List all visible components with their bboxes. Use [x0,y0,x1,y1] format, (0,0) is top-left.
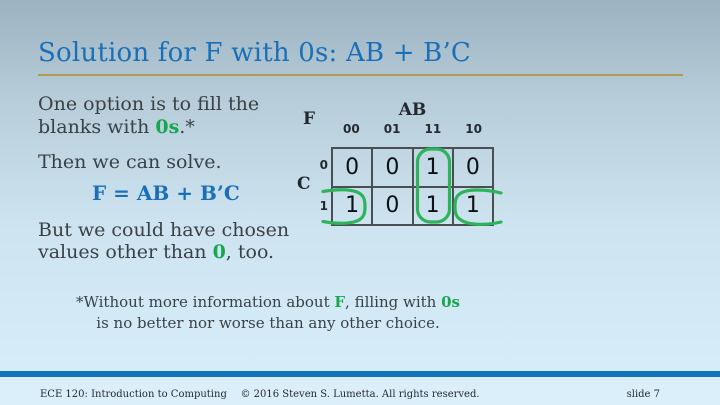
body-text: , too. [225,241,275,263]
kmap-column-header: 01 [383,122,401,136]
kmap-cell: 1 [453,187,493,226]
body-line-2 [38,116,195,138]
footer-copyright: © 2016 Steven S. Lumetta. All rights reserved. [240,389,480,400]
body-text: .* [179,116,195,138]
footnote-text: , filling with [345,293,442,311]
kmap-cell: 1 [413,187,453,226]
body-line-5 [38,241,274,263]
karnaugh-map [297,98,512,232]
footer [0,377,720,405]
highlight-F: F [334,293,346,311]
kmap-cell: 1 [413,148,453,187]
kmap-column-headers [331,122,494,136]
body-text: blanks with [38,116,156,138]
body-text: But we could have chosen [38,219,290,241]
footnote-line-2 [38,313,498,334]
footnote-text: is no better nor worse than any other choice. [96,314,440,332]
body-text: values other than [38,241,213,263]
solution-equation: F = AB + B’C [92,181,240,205]
footer-slide-number: slide 7 [626,389,660,400]
slide-title: Solution for F with 0s: AB + B’C [38,38,472,68]
footnote-text: *Without more information about [75,293,335,311]
footnote [38,292,498,334]
kmap-grid [331,147,494,226]
body-text: Then we can solve. [38,151,222,173]
kmap-column-group-label: AB [398,100,427,120]
kmap-function-label: F [303,109,316,129]
kmap-cell: 0 [332,148,372,187]
kmap-cell: 0 [372,148,412,187]
footnote-line-1 [38,292,498,313]
body-line-1 [38,93,259,115]
kmap-cell: 0 [372,187,412,226]
body-line-3 [38,151,222,173]
highlight-0s: 0s [441,293,460,311]
body-text: One option is to fill the [38,93,260,115]
kmap-column-header: 10 [465,122,482,136]
highlight-0s: 0s [155,116,180,138]
footer-course: ECE 120: Introduction to Computing [40,389,227,400]
kmap-cell: 1 [332,187,372,226]
body-line-4 [38,219,289,241]
kmap-column-header: 11 [424,122,442,136]
kmap-row-header: 1 [319,199,328,213]
kmap-row-header: 0 [319,158,328,172]
kmap-column-header: 00 [343,122,360,136]
highlight-0: 0 [212,241,226,263]
kmap-cell: 0 [453,148,493,187]
kmap-row-group-label: C [297,174,311,194]
title-divider [38,74,683,76]
